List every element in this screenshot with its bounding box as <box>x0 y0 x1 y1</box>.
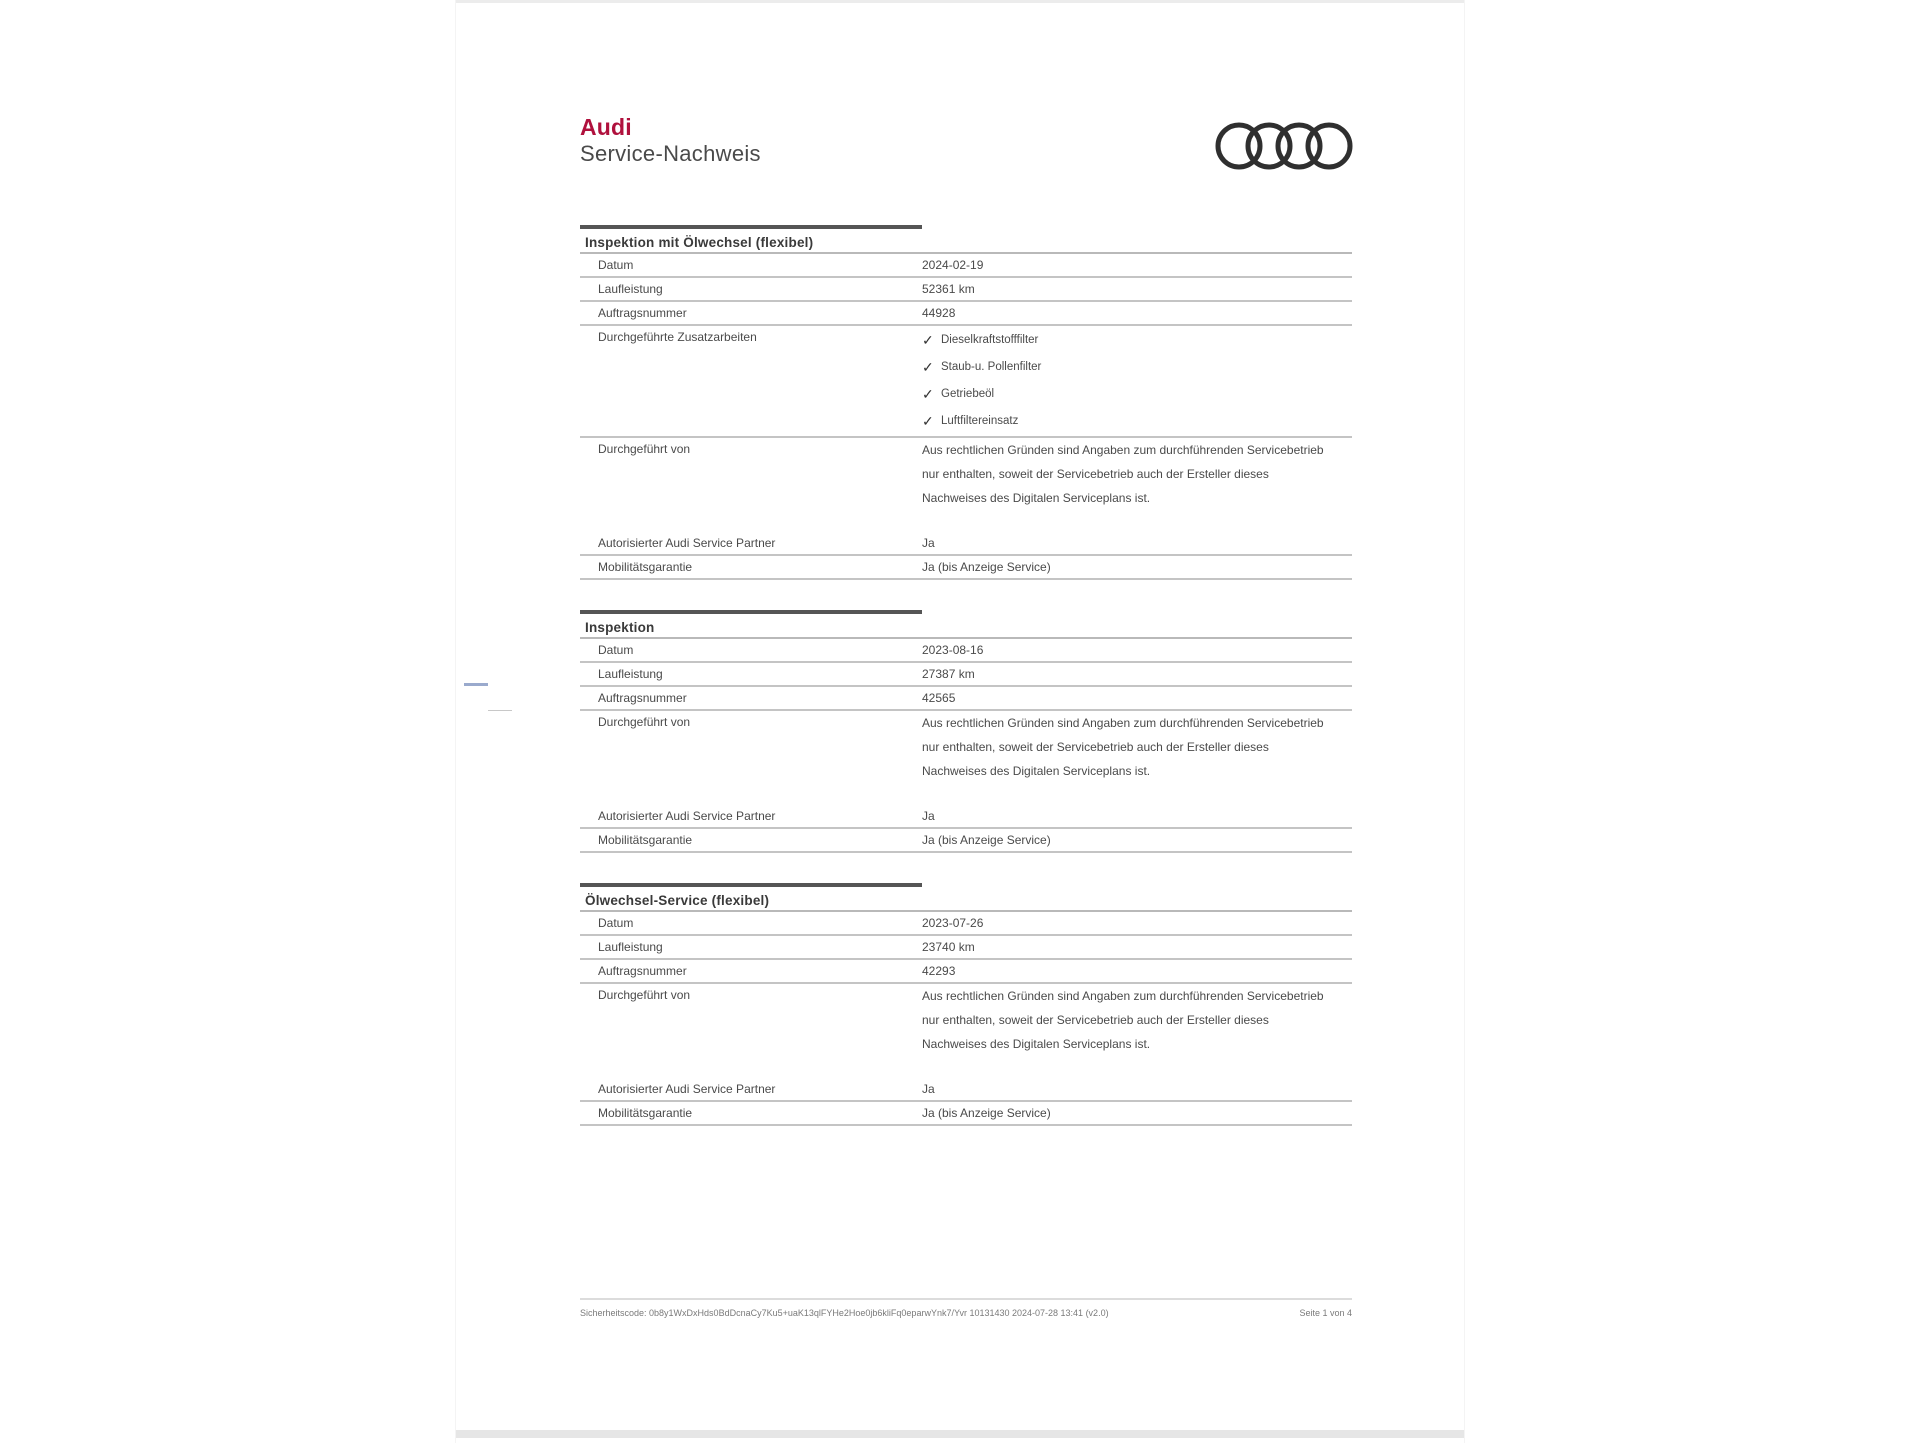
service-section <box>580 225 1352 580</box>
record-row-durchgefuehrt <box>580 711 1352 805</box>
row-label: Laufleistung <box>598 667 663 681</box>
brand-header <box>580 114 761 168</box>
record-row-auftragsnummer <box>580 960 1352 984</box>
row-label: Mobilitätsgarantie <box>598 833 693 847</box>
row-label: Autorisierter Audi Service Partner <box>598 536 776 550</box>
security-code: Sicherheitscode: 0b8y1WxDxHds0BdDcnaCy7Ku5+uaK13qlFYHe2Hoe0jb6kliFq0eparwYnk7/Yvr 10131430 2024-07-28 13:41 (v2.0) <box>580 1308 1109 1318</box>
row-label: Durchgeführt von <box>598 715 691 729</box>
row-label: Laufleistung <box>598 282 663 296</box>
record-row-auftragsnummer <box>580 302 1352 326</box>
document-title: Service-Nachweis <box>580 141 761 166</box>
service-section <box>580 610 1352 853</box>
row-value: 23740 km <box>922 940 975 954</box>
record-row-laufleistung <box>580 936 1352 960</box>
row-value: Ja <box>922 536 935 550</box>
row-value: Aus rechtlichen Gründen sind Angaben zum durchführenden Servicebetrieb nur enthalten, soweit der Servicebetrieb auch der Ersteller dieses Nachweises des Digitalen Serviceplans ist. <box>922 443 1324 505</box>
list-item-label: Getriebeöl <box>941 387 995 400</box>
record-row-datum <box>580 254 1352 278</box>
document-footer <box>580 1298 1352 1318</box>
row-value: 44928 <box>922 306 956 320</box>
record-row-zusatzarbeiten <box>580 326 1352 438</box>
audi-four-rings-icon <box>1214 119 1356 173</box>
record-row-mobilitaet <box>580 1102 1352 1126</box>
checkmark-icon: ✓ <box>922 358 934 375</box>
row-value: 2024-02-19 <box>922 258 984 272</box>
row-value: Ja (bis Anzeige Service) <box>922 833 1051 847</box>
row-value: 52361 km <box>922 282 975 296</box>
service-records <box>580 225 1352 1156</box>
record-row-partner <box>580 805 1352 829</box>
record-row-laufleistung <box>580 663 1352 687</box>
row-label: Datum <box>598 258 634 272</box>
record-row-datum <box>580 912 1352 936</box>
row-value: 2023-08-16 <box>922 643 984 657</box>
row-label: Durchgeführt von <box>598 442 691 456</box>
section-title: Inspektion <box>580 614 1352 639</box>
list-item <box>922 326 1332 353</box>
list-item-label: Staub-u. Pollenfilter <box>941 360 1042 373</box>
row-label: Laufleistung <box>598 940 663 954</box>
brand-name: Audi <box>580 114 632 140</box>
row-value: Ja (bis Anzeige Service) <box>922 1106 1051 1120</box>
row-value: Aus rechtlichen Gründen sind Angaben zum durchführenden Servicebetrieb nur enthalten, soweit der Servicebetrieb auch der Ersteller dieses Nachweises des Digitalen Serviceplans ist. <box>922 716 1324 778</box>
record-row-mobilitaet <box>580 556 1352 580</box>
additional-work-list <box>922 326 1332 436</box>
row-value: Ja (bis Anzeige Service) <box>922 560 1051 574</box>
row-value: 2023-07-26 <box>922 916 984 930</box>
row-label: Auftragsnummer <box>598 691 687 705</box>
row-value: Aus rechtlichen Gründen sind Angaben zum durchführenden Servicebetrieb nur enthalten, soweit der Servicebetrieb auch der Ersteller dieses Nachweises des Digitalen Serviceplans ist. <box>922 989 1324 1051</box>
list-item-label: Luftfiltereinsatz <box>941 414 1019 427</box>
record-row-partner <box>580 532 1352 556</box>
record-row-partner <box>580 1078 1352 1102</box>
record-row-mobilitaet <box>580 829 1352 853</box>
checkmark-icon: ✓ <box>922 412 934 429</box>
row-label: Autorisierter Audi Service Partner <box>598 1082 776 1096</box>
row-label: Datum <box>598 643 634 657</box>
list-item <box>922 380 1332 407</box>
row-label: Mobilitätsgarantie <box>598 1106 693 1120</box>
record-row-auftragsnummer <box>580 687 1352 711</box>
row-label: Auftragsnummer <box>598 964 687 978</box>
row-value: Ja <box>922 809 935 823</box>
section-title: Ölwechsel-Service (flexibel) <box>580 887 1352 912</box>
page-number: Seite 1 von 4 <box>1299 1308 1352 1318</box>
record-row-durchgefuehrt <box>580 984 1352 1078</box>
checkmark-icon: ✓ <box>922 385 934 402</box>
list-item <box>922 353 1332 380</box>
scan-artifact <box>464 683 488 686</box>
scan-artifact <box>488 710 512 711</box>
row-value: 27387 km <box>922 667 975 681</box>
row-label: Durchgeführt von <box>598 988 691 1002</box>
service-section <box>580 883 1352 1126</box>
section-title: Inspektion mit Ölwechsel (flexibel) <box>580 229 1352 254</box>
row-value: 42565 <box>922 691 956 705</box>
record-row-durchgefuehrt <box>580 438 1352 532</box>
row-value <box>922 326 1352 436</box>
checkmark-icon: ✓ <box>922 331 934 348</box>
row-label: Autorisierter Audi Service Partner <box>598 809 776 823</box>
row-label: Datum <box>598 916 634 930</box>
list-item-label: Dieselkraftstofffilter <box>941 333 1039 346</box>
list-item <box>922 407 1332 434</box>
row-value: 42293 <box>922 964 956 978</box>
row-label: Mobilitätsgarantie <box>598 560 693 574</box>
row-label: Auftragsnummer <box>598 306 687 320</box>
row-label: Durchgeführte Zusatzarbeiten <box>598 330 757 344</box>
row-value: Ja <box>922 1082 935 1096</box>
page-edge <box>456 1430 1464 1438</box>
record-row-laufleistung <box>580 278 1352 302</box>
record-row-datum <box>580 639 1352 663</box>
